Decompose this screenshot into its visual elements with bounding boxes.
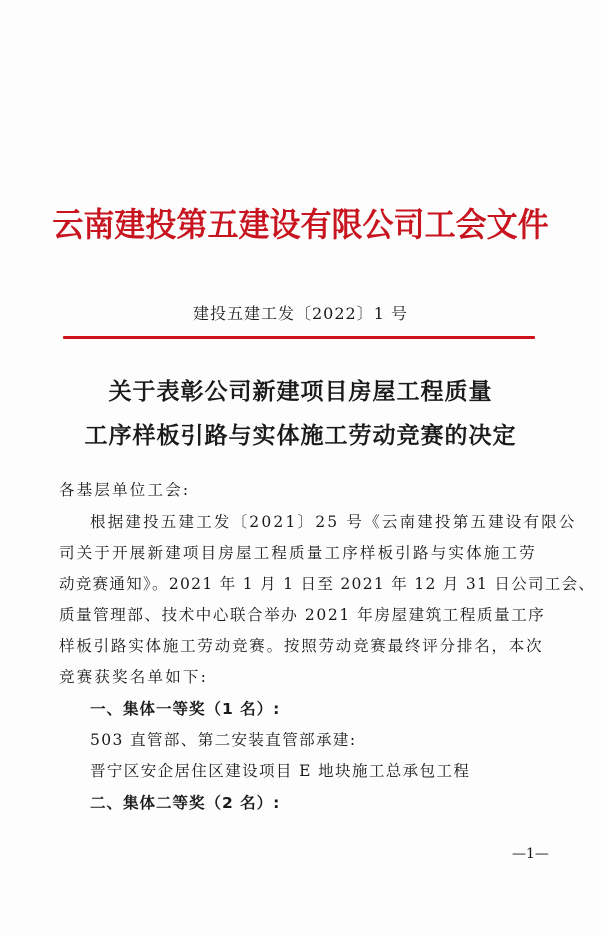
paragraph-line: 竞赛获奖名单如下: — [59, 668, 209, 686]
document-number: 建投五建工发〔2022〕1 号 — [193, 304, 408, 323]
paragraph-line: 司关于开展新建项目房屋工程质量工序样板引路与实体施工劳 — [59, 544, 537, 562]
paragraph-line: 样板引路实体施工劳动竞赛。按照劳动竞赛最终评分排名，本次 — [59, 637, 544, 655]
paragraph-line: 质量管理部、技术中心联合举办 2021 年房屋建筑工程质量工序 — [59, 606, 546, 624]
red-divider-line — [63, 336, 535, 339]
award-1-unit: 503 直管部、第二安装直管部承建: — [90, 731, 357, 749]
org-header-title: 云南建投第五建设有限公司工会文件 — [52, 205, 549, 244]
award-1-project: 晋宁区安企居住区建设项目 E 地块施工总承包工程 — [90, 762, 471, 780]
award-1-heading: 一、集体一等奖（1 名）: — [90, 700, 281, 718]
paragraph-line: 动竞赛通知》。2021 年 1 月 1 日至 2021 年 12 月 31 日公司工会、 — [59, 575, 596, 593]
document-title-line-2: 工序样板引路与实体施工劳动竞赛的决定 — [84, 423, 517, 449]
paragraph-line: 根据建投五建工发〔2021〕25 号《云南建投第五建设有限公 — [90, 513, 577, 531]
award-2-heading: 二、集体二等奖（2 名）: — [90, 794, 281, 812]
page-number: —1— — [512, 846, 549, 862]
salutation: 各基层单位工会: — [59, 481, 191, 499]
document-title-line-1: 关于表彰公司新建项目房屋工程质量 — [108, 379, 493, 405]
